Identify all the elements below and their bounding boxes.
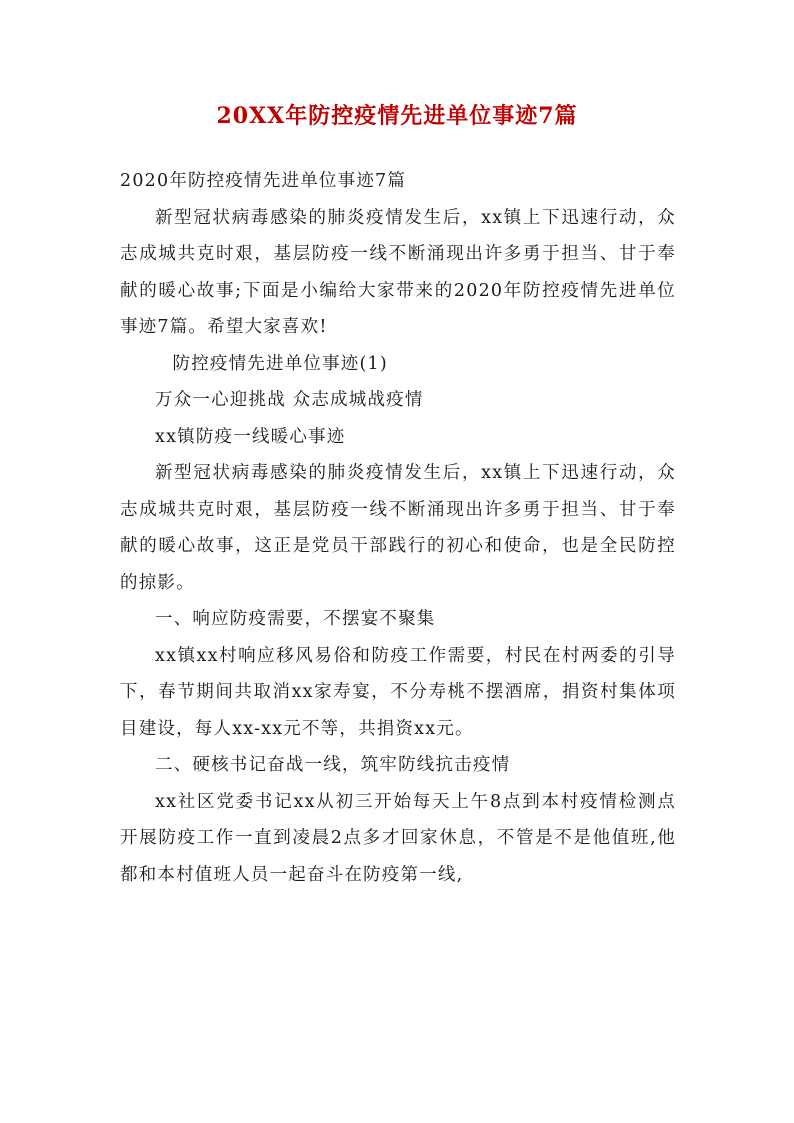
- document-subtitle: 2020年防控疫情先进单位事迹7篇: [120, 171, 407, 191]
- document-title: 20XX年防控疫情先进单位事迹7篇: [216, 103, 578, 129]
- document-body: [120, 163, 676, 893]
- headline: 万众一心迎挑战 众志成城战疫情: [155, 390, 424, 410]
- subheadline: xx镇防疫一线暖心事迹: [155, 426, 346, 447]
- intro-paragraph: 新型冠状病毒感染的肺炎疫情发生后，xx镇上下迅速行动，众志成城共克时艰，基层防疫一线不断涌现出许多勇于担当、甘于奉献的暖心故事;下面是小编给大家带来的2020年防控疫情先进单位事迹7篇。希望大家喜欢!: [120, 207, 676, 337]
- heading-1: 一、响应防疫需要，不摆宴不聚集: [155, 609, 436, 629]
- section-heading: 防控疫情先进单位事迹(1): [172, 353, 388, 374]
- paragraph-3: xx社区党委书记xx从初三开始每天上午8点到本村疫情检测点开展防疫工作一直到凌晨2点多才回家休息，不管是不是他值班,他都和本村值班人员一起奋斗在防疫第一线,: [120, 791, 676, 885]
- paragraph-2: xx镇xx村响应移风易俗和防疫工作需要，村民在村两委的引导下，春节期间共取消xx家寿宴，不分寿桃不摆酒席，捐资村集体项目建设，每人xx-xx元不等，共捐资xx元。: [120, 645, 676, 739]
- paragraph-1: 新型冠状病毒感染的肺炎疫情发生后，xx镇上下迅速行动，众志成城共克时艰，基层防疫一线不断涌现出许多勇于担当、甘于奉献的暖心故事，这正是党员干部践行的初心和使命，也是全民防控的掠影。: [120, 463, 676, 593]
- heading-2: 二、硬核书记奋战一线，筑牢防线抗击疫情: [155, 755, 511, 775]
